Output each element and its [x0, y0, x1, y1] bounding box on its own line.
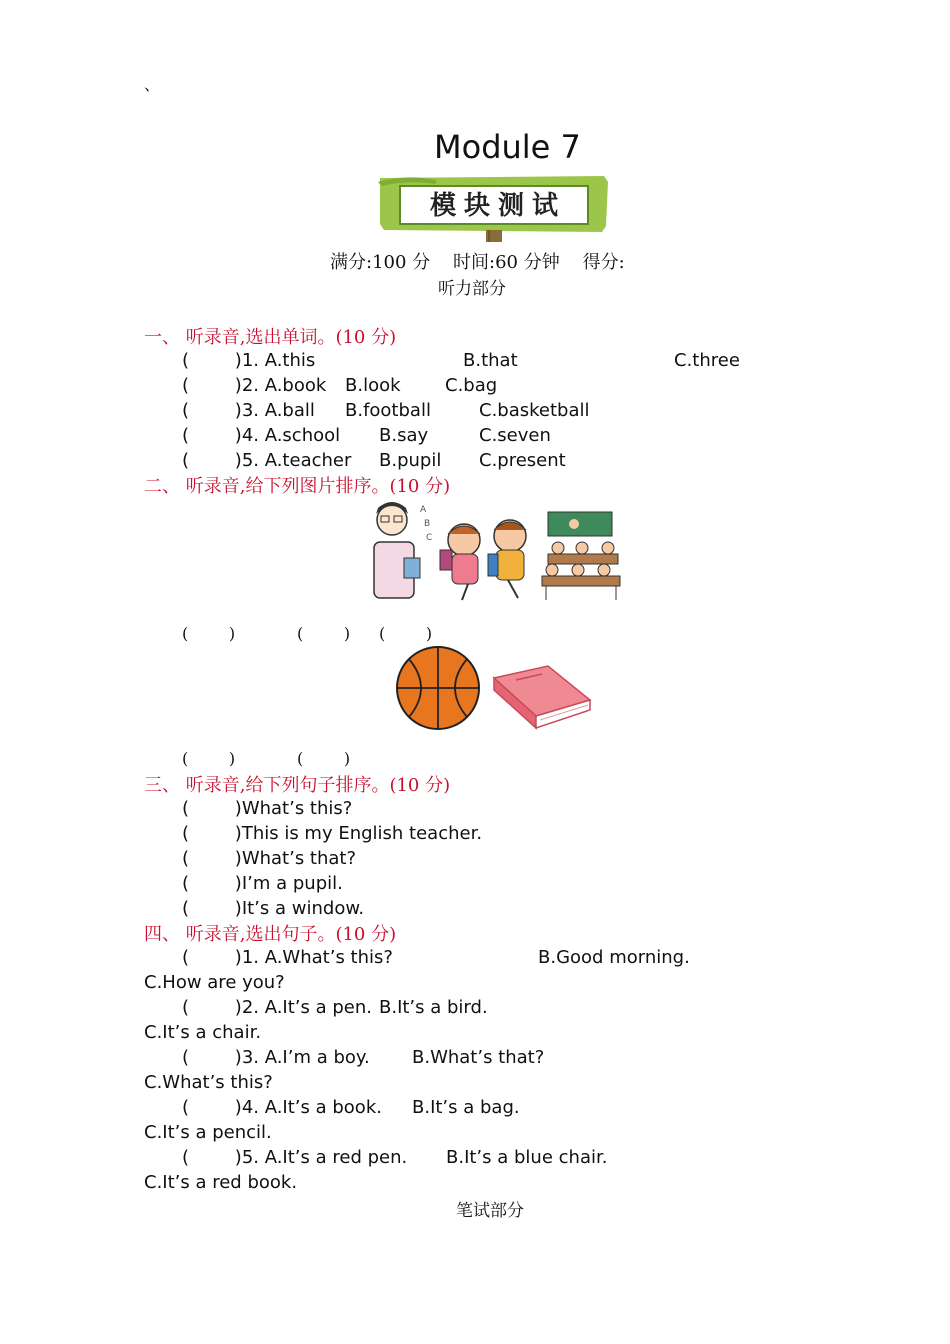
s2-paren-5: ( ) — [297, 749, 351, 768]
s4-q5-c: C.It’s a red book. — [144, 1172, 298, 1193]
teacher-image — [358, 498, 434, 607]
book-image — [490, 664, 594, 739]
svg-text:A: A — [420, 505, 427, 515]
section-4-heading: 四、 听录音,选出句子。(10 分) — [144, 924, 397, 945]
s3-item-2: ( )This is my English teacher. — [182, 823, 483, 844]
s1-q4-c: C.seven — [479, 425, 551, 446]
s4-q2-a: ( )2. A.It’s a pen. — [182, 997, 373, 1018]
s1-q4: ( )4. A.school — [182, 425, 341, 446]
s4-q4-a: ( )4. A.It’s a book. — [182, 1097, 382, 1118]
s3-item-5: ( )It’s a window. — [182, 898, 365, 919]
s2-paren-3: ( ) — [379, 624, 433, 643]
s4-q1-c: C.How are you? — [144, 972, 285, 993]
s1-q2-b: B.look — [345, 375, 401, 396]
s4-q4-b: B.It’s a bag. — [412, 1097, 520, 1118]
s1-q3-c: C.basketball — [479, 400, 590, 421]
basketball-image — [395, 645, 481, 736]
s4-q5-a: ( )5. A.It’s a red pen. — [182, 1147, 408, 1168]
module-test-banner — [376, 172, 612, 244]
s1-q5: ( )5. A.teacher — [182, 450, 352, 471]
book-illustration — [490, 664, 594, 734]
s2-paren-4: ( ) — [182, 749, 236, 768]
listening-header: 听力部分 — [438, 279, 506, 299]
score-line: 满分:100 分 时间:60 分钟 得分: — [330, 252, 625, 273]
s4-q3-b: B.What’s that? — [412, 1047, 545, 1068]
s3-item-4: ( )I’m a pupil. — [182, 873, 343, 894]
s4-q2-b: B.It’s a bird. — [379, 997, 488, 1018]
s4-q3-a: ( )3. A.I’m a boy. — [182, 1047, 370, 1068]
classroom-image — [538, 508, 628, 607]
s4-q1-b: B.Good morning. — [538, 947, 690, 968]
banner-text: 模块测试 — [430, 191, 567, 221]
s1-q5-b: B.pupil — [379, 450, 442, 471]
s3-item-3: ( )What’s that? — [182, 848, 357, 869]
s4-q3-c: C.What’s this? — [144, 1072, 273, 1093]
s1-q4-b: B.say — [379, 425, 429, 446]
s1-q3: ( )3. A.ball — [182, 400, 315, 421]
section-3-heading: 三、 听录音,给下列句子排序。(10 分) — [144, 775, 451, 796]
section-1-heading: 一、 听录音,选出单词。(10 分) — [144, 327, 397, 348]
s1-q2: ( )2. A.book — [182, 375, 327, 396]
top-mark: 、 — [144, 75, 161, 94]
s1-q1-c: C.three — [674, 350, 740, 371]
s4-q2-c: C.It’s a chair. — [144, 1022, 262, 1043]
basketball-illustration — [395, 645, 481, 731]
s4-q5-b: B.It’s a blue chair. — [446, 1147, 608, 1168]
s2-paren-1: ( ) — [182, 624, 236, 643]
s1-q2-c: C.bag — [445, 375, 498, 396]
writing-header: 笔试部分 — [456, 1201, 524, 1221]
s4-q4-c: C.It’s a pencil. — [144, 1122, 272, 1143]
s1-q1-a: ( )1. A.this — [182, 350, 316, 371]
s4-q1-a: ( )1. A.What’s this? — [182, 947, 393, 968]
page-title: Module 7 — [434, 128, 581, 166]
s1-q5-c: C.present — [479, 450, 566, 471]
svg-text:C: C — [426, 533, 433, 543]
s2-paren-2: ( ) — [297, 624, 351, 643]
s1-q1 — [182, 348, 315, 373]
pupils-image — [432, 514, 540, 607]
section-2-heading: 二、 听录音,给下列图片排序。(10 分) — [144, 476, 451, 497]
classroom-illustration — [538, 508, 628, 602]
svg-text:B: B — [424, 519, 431, 529]
s1-q1-b: B.that — [463, 350, 518, 371]
teacher-illustration — [358, 498, 434, 602]
s1-q3-b: B.football — [345, 400, 431, 421]
pupils-illustration — [432, 514, 540, 602]
s3-item-1: ( )What’s this? — [182, 798, 353, 819]
